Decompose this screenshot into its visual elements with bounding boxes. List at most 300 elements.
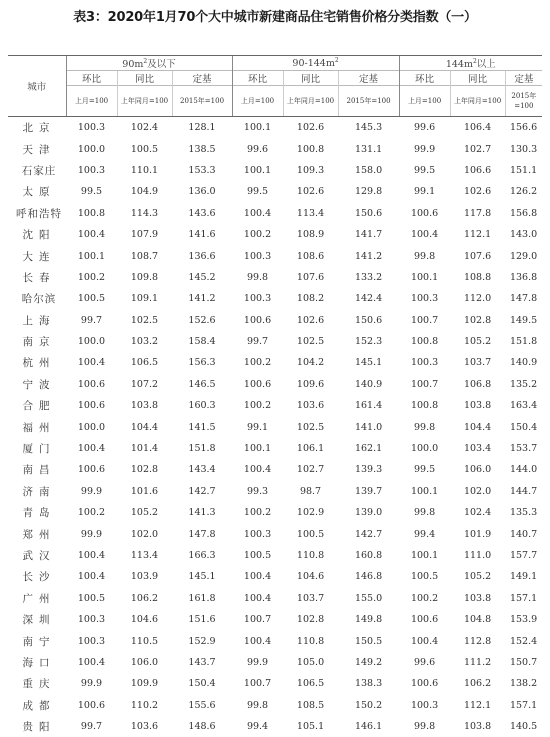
sub-header-mom: 环比 (232, 71, 283, 86)
base-label-2015: 2015年=100 (172, 86, 232, 117)
table-row (8, 481, 542, 502)
value-cell-yoy-90-144: 102.7 (283, 459, 338, 480)
value-cell-yoy-90-below: 104.6 (117, 609, 172, 630)
sub-header-yoy: 同比 (117, 71, 172, 86)
value-cell-mom-90-below: 100.4 (66, 438, 117, 459)
value-cell-mom-90-144: 100.1 (232, 438, 283, 459)
table-row (8, 331, 542, 352)
table-row (8, 523, 542, 544)
value-cell-mom-90-144: 100.3 (232, 523, 283, 544)
value-cell-mom-90-below: 100.6 (66, 695, 117, 716)
table-title: 表3：2020年1月70个大中城市新建商品住宅销售价格分类指数（一） (0, 0, 550, 36)
table-row (8, 117, 542, 139)
value-cell-base-144-above: 157.1 (505, 695, 542, 716)
value-cell-yoy-144-above: 103.8 (450, 395, 505, 416)
value-cell-mom-144-above: 100.0 (399, 438, 450, 459)
city-cell: 青岛 (8, 502, 66, 523)
value-cell-yoy-90-144: 105.1 (283, 716, 338, 737)
value-cell-base-90-144: 129.8 (338, 181, 399, 202)
sub-header-base: 定基 (172, 71, 232, 86)
value-cell-mom-90-144: 100.7 (232, 609, 283, 630)
value-cell-base-144-above: 135.2 (505, 374, 542, 395)
value-cell-mom-144-above: 99.1 (399, 181, 450, 202)
value-cell-mom-90-144: 99.8 (232, 267, 283, 288)
base-label-2015: 2015年=100 (505, 86, 542, 117)
value-cell-yoy-90-below: 102.8 (117, 459, 172, 480)
value-cell-mom-144-above: 100.3 (399, 695, 450, 716)
value-cell-mom-90-below: 100.4 (66, 224, 117, 245)
value-cell-mom-90-144: 99.4 (232, 716, 283, 737)
table-row (8, 203, 542, 224)
value-cell-base-90-below: 166.3 (172, 545, 232, 566)
value-cell-base-90-below: 147.8 (172, 523, 232, 544)
value-cell-yoy-90-144: 104.2 (283, 352, 338, 373)
value-cell-mom-90-144: 99.7 (232, 331, 283, 352)
table-row (8, 716, 542, 737)
value-cell-yoy-90-below: 107.9 (117, 224, 172, 245)
value-cell-mom-90-144: 100.4 (232, 630, 283, 651)
value-cell-base-90-144: 133.2 (338, 267, 399, 288)
value-cell-mom-90-below: 99.5 (66, 181, 117, 202)
city-cell: 成都 (8, 695, 66, 716)
value-cell-mom-144-above: 100.2 (399, 588, 450, 609)
value-cell-yoy-90-below: 102.4 (117, 117, 172, 139)
value-cell-base-144-above: 129.0 (505, 245, 542, 266)
value-cell-yoy-90-144: 110.8 (283, 630, 338, 651)
value-cell-mom-144-above: 100.1 (399, 545, 450, 566)
value-cell-yoy-144-above: 106.0 (450, 459, 505, 480)
value-cell-base-144-above: 149.5 (505, 310, 542, 331)
city-cell: 北京 (8, 117, 66, 139)
table-row (8, 352, 542, 373)
value-cell-base-144-above: 144.0 (505, 459, 542, 480)
value-cell-yoy-144-above: 112.0 (450, 288, 505, 309)
value-cell-yoy-90-144: 103.7 (283, 588, 338, 609)
value-cell-mom-90-below: 100.4 (66, 566, 117, 587)
value-cell-yoy-90-below: 106.5 (117, 352, 172, 373)
value-cell-base-144-above: 152.4 (505, 630, 542, 651)
value-cell-base-90-144: 140.9 (338, 374, 399, 395)
value-cell-base-90-below: 148.6 (172, 716, 232, 737)
value-cell-base-90-144: 139.0 (338, 502, 399, 523)
value-cell-mom-144-above: 99.9 (399, 138, 450, 159)
value-cell-yoy-144-above: 103.4 (450, 438, 505, 459)
value-cell-yoy-90-144: 105.0 (283, 652, 338, 673)
value-cell-base-144-above: 130.3 (505, 138, 542, 159)
value-cell-base-90-below: 141.6 (172, 224, 232, 245)
value-cell-yoy-144-above: 108.8 (450, 267, 505, 288)
value-cell-mom-144-above: 99.5 (399, 459, 450, 480)
value-cell-base-144-above: 143.0 (505, 224, 542, 245)
value-cell-yoy-144-above: 111.0 (450, 545, 505, 566)
value-cell-base-90-below: 158.4 (172, 331, 232, 352)
value-cell-mom-90-below: 100.4 (66, 352, 117, 373)
value-cell-yoy-144-above: 103.8 (450, 588, 505, 609)
value-cell-yoy-144-above: 105.2 (450, 566, 505, 587)
value-cell-base-90-144: 149.8 (338, 609, 399, 630)
value-cell-base-90-144: 145.1 (338, 352, 399, 373)
group-header-90-below: $90m^2$及以下 (66, 56, 232, 71)
value-cell-base-90-144: 141.2 (338, 245, 399, 266)
value-cell-mom-144-above: 99.6 (399, 652, 450, 673)
city-cell: 广州 (8, 588, 66, 609)
value-cell-mom-90-144: 99.9 (232, 652, 283, 673)
value-cell-mom-90-below: 100.6 (66, 395, 117, 416)
value-cell-mom-90-below: 100.3 (66, 117, 117, 139)
value-cell-mom-144-above: 99.8 (399, 716, 450, 737)
value-cell-mom-90-below: 99.7 (66, 716, 117, 737)
value-cell-base-90-144: 141.7 (338, 224, 399, 245)
value-cell-yoy-90-144: 100.5 (283, 523, 338, 544)
value-cell-base-90-below: 142.7 (172, 481, 232, 502)
value-cell-mom-144-above: 99.8 (399, 502, 450, 523)
value-cell-mom-90-below: 100.3 (66, 609, 117, 630)
value-cell-yoy-90-144: 106.5 (283, 673, 338, 694)
value-cell-mom-144-above: 100.1 (399, 481, 450, 502)
city-cell: 上海 (8, 310, 66, 331)
value-cell-mom-144-above: 100.6 (399, 609, 450, 630)
city-cell: 深圳 (8, 609, 66, 630)
value-cell-mom-90-below: 100.0 (66, 138, 117, 159)
value-cell-mom-90-144: 100.4 (232, 566, 283, 587)
value-cell-yoy-144-above: 102.6 (450, 181, 505, 202)
value-cell-base-90-144: 142.4 (338, 288, 399, 309)
value-cell-base-144-above: 126.2 (505, 181, 542, 202)
value-cell-base-90-below: 128.1 (172, 117, 232, 139)
table-row (8, 609, 542, 630)
city-cell: 宁波 (8, 374, 66, 395)
city-cell: 太原 (8, 181, 66, 202)
base-label-2015: 2015年=100 (338, 86, 399, 117)
sub-header-mom: 环比 (399, 71, 450, 86)
value-cell-yoy-90-144: 108.9 (283, 224, 338, 245)
value-cell-yoy-144-above: 111.2 (450, 652, 505, 673)
city-cell: 长春 (8, 267, 66, 288)
city-cell: 天津 (8, 138, 66, 159)
value-cell-base-90-144: 155.0 (338, 588, 399, 609)
value-cell-yoy-144-above: 112.1 (450, 695, 505, 716)
value-cell-mom-144-above: 99.5 (399, 160, 450, 181)
value-cell-mom-90-below: 100.4 (66, 652, 117, 673)
value-cell-yoy-90-144: 100.8 (283, 138, 338, 159)
base-label-yoy: 上年同月=100 (450, 86, 505, 117)
value-cell-yoy-90-below: 102.0 (117, 523, 172, 544)
value-cell-base-90-below: 136.0 (172, 181, 232, 202)
value-cell-yoy-90-144: 102.5 (283, 416, 338, 437)
value-cell-base-90-144: 146.1 (338, 716, 399, 737)
value-cell-mom-90-144: 100.4 (232, 588, 283, 609)
value-cell-base-144-above: 151.8 (505, 331, 542, 352)
value-cell-yoy-90-below: 106.0 (117, 652, 172, 673)
value-cell-base-90-144: 162.1 (338, 438, 399, 459)
value-cell-yoy-90-below: 110.1 (117, 160, 172, 181)
value-cell-yoy-90-144: 102.8 (283, 609, 338, 630)
city-cell: 合肥 (8, 395, 66, 416)
value-cell-base-90-below: 151.8 (172, 438, 232, 459)
value-cell-base-90-below: 152.9 (172, 630, 232, 651)
city-cell: 济南 (8, 481, 66, 502)
value-cell-yoy-90-144: 106.1 (283, 438, 338, 459)
sub-header-base: 定基 (505, 71, 542, 86)
city-cell: 厦门 (8, 438, 66, 459)
city-cell: 长沙 (8, 566, 66, 587)
value-cell-base-144-above: 140.9 (505, 352, 542, 373)
value-cell-yoy-144-above: 106.4 (450, 117, 505, 139)
value-cell-yoy-90-below: 109.8 (117, 267, 172, 288)
value-cell-base-144-above: 140.5 (505, 716, 542, 737)
value-cell-mom-144-above: 100.1 (399, 267, 450, 288)
value-cell-yoy-144-above: 104.4 (450, 416, 505, 437)
value-cell-yoy-144-above: 105.2 (450, 331, 505, 352)
value-cell-mom-90-144: 100.2 (232, 502, 283, 523)
value-cell-base-144-above: 156.8 (505, 203, 542, 224)
value-cell-base-90-below: 153.3 (172, 160, 232, 181)
value-cell-yoy-90-below: 101.6 (117, 481, 172, 502)
value-cell-base-90-144: 145.3 (338, 117, 399, 139)
city-cell: 南京 (8, 331, 66, 352)
value-cell-base-144-above: 153.9 (505, 609, 542, 630)
value-cell-yoy-90-144: 102.6 (283, 117, 338, 139)
table-row (8, 160, 542, 181)
value-cell-mom-90-144: 100.2 (232, 395, 283, 416)
value-cell-mom-90-below: 99.9 (66, 481, 117, 502)
table-row (8, 288, 542, 309)
value-cell-yoy-144-above: 117.8 (450, 203, 505, 224)
value-cell-yoy-90-144: 102.5 (283, 331, 338, 352)
value-cell-base-90-144: 160.8 (338, 545, 399, 566)
value-cell-base-144-above: 135.3 (505, 502, 542, 523)
value-cell-base-90-144: 138.3 (338, 673, 399, 694)
value-cell-yoy-90-144: 108.2 (283, 288, 338, 309)
value-cell-base-90-below: 141.5 (172, 416, 232, 437)
value-cell-mom-90-144: 99.3 (232, 481, 283, 502)
base-label-mom: 上月=100 (399, 86, 450, 117)
table-row (8, 438, 542, 459)
base-label-yoy: 上年同月=100 (283, 86, 338, 117)
value-cell-yoy-90-below: 109.9 (117, 673, 172, 694)
value-cell-mom-90-144: 100.4 (232, 459, 283, 480)
value-cell-mom-90-below: 100.8 (66, 203, 117, 224)
value-cell-mom-144-above: 99.6 (399, 117, 450, 139)
value-cell-yoy-90-below: 103.2 (117, 331, 172, 352)
value-cell-base-90-144: 141.0 (338, 416, 399, 437)
city-cell: 重庆 (8, 673, 66, 694)
city-cell: 福州 (8, 416, 66, 437)
city-cell: 郑州 (8, 523, 66, 544)
sub-header-base: 定基 (338, 71, 399, 86)
sub-header-yoy: 同比 (283, 71, 338, 86)
value-cell-yoy-144-above: 112.1 (450, 224, 505, 245)
value-cell-mom-90-144: 99.8 (232, 695, 283, 716)
value-cell-mom-144-above: 100.6 (399, 203, 450, 224)
price-index-table (8, 55, 542, 737)
value-cell-mom-90-144: 99.1 (232, 416, 283, 437)
value-cell-base-90-below: 150.4 (172, 673, 232, 694)
value-cell-mom-90-144: 100.3 (232, 288, 283, 309)
value-cell-mom-90-144: 100.2 (232, 224, 283, 245)
value-cell-yoy-144-above: 102.4 (450, 502, 505, 523)
value-cell-yoy-90-144: 107.6 (283, 267, 338, 288)
value-cell-yoy-90-below: 101.4 (117, 438, 172, 459)
value-cell-base-144-above: 156.6 (505, 117, 542, 139)
value-cell-base-90-below: 141.3 (172, 502, 232, 523)
value-cell-base-144-above: 144.7 (505, 481, 542, 502)
group-header-90-144: $90-144m^2$ (232, 56, 399, 71)
value-cell-yoy-90-below: 104.9 (117, 181, 172, 202)
value-cell-yoy-90-below: 113.4 (117, 545, 172, 566)
value-cell-yoy-90-below: 100.5 (117, 138, 172, 159)
value-cell-yoy-90-below: 114.3 (117, 203, 172, 224)
value-cell-mom-144-above: 100.7 (399, 374, 450, 395)
value-cell-mom-144-above: 99.4 (399, 523, 450, 544)
value-cell-mom-144-above: 100.3 (399, 352, 450, 373)
value-cell-base-90-144: 149.2 (338, 652, 399, 673)
value-cell-base-90-144: 152.3 (338, 331, 399, 352)
value-cell-yoy-144-above: 106.2 (450, 673, 505, 694)
value-cell-yoy-90-below: 103.8 (117, 395, 172, 416)
city-cell: 沈阳 (8, 224, 66, 245)
value-cell-base-90-below: 151.6 (172, 609, 232, 630)
table-row (8, 545, 542, 566)
value-cell-base-144-above: 157.1 (505, 588, 542, 609)
table-row (8, 502, 542, 523)
value-cell-mom-90-below: 100.4 (66, 545, 117, 566)
value-cell-mom-90-144: 100.4 (232, 203, 283, 224)
city-cell: 贵阳 (8, 716, 66, 737)
group-header-144-above: $144m^2$以上 (399, 56, 542, 71)
value-cell-mom-90-144: 100.3 (232, 245, 283, 266)
value-cell-mom-90-below: 100.0 (66, 331, 117, 352)
value-cell-mom-90-below: 100.6 (66, 459, 117, 480)
table-row (8, 395, 542, 416)
value-cell-base-144-above: 163.4 (505, 395, 542, 416)
value-cell-mom-90-below: 99.9 (66, 673, 117, 694)
value-cell-mom-144-above: 100.4 (399, 224, 450, 245)
value-cell-mom-90-below: 100.3 (66, 160, 117, 181)
value-cell-base-90-144: 150.6 (338, 310, 399, 331)
value-cell-yoy-90-144: 110.8 (283, 545, 338, 566)
value-cell-yoy-90-144: 98.7 (283, 481, 338, 502)
value-cell-mom-90-144: 100.6 (232, 374, 283, 395)
value-cell-yoy-90-144: 113.4 (283, 203, 338, 224)
value-cell-yoy-90-below: 108.7 (117, 245, 172, 266)
city-cell: 南昌 (8, 459, 66, 480)
value-cell-base-90-below: 143.7 (172, 652, 232, 673)
value-cell-yoy-144-above: 102.0 (450, 481, 505, 502)
value-cell-mom-90-144: 100.6 (232, 310, 283, 331)
value-cell-mom-144-above: 100.5 (399, 566, 450, 587)
table-row (8, 416, 542, 437)
value-cell-base-144-above: 150.4 (505, 416, 542, 437)
value-cell-yoy-144-above: 107.6 (450, 245, 505, 266)
table-row (8, 310, 542, 331)
value-cell-yoy-144-above: 104.8 (450, 609, 505, 630)
base-label-mom: 上月=100 (66, 86, 117, 117)
value-cell-base-90-144: 150.6 (338, 203, 399, 224)
sub-header-yoy: 同比 (450, 71, 505, 86)
value-cell-base-90-144: 139.3 (338, 459, 399, 480)
table-row (8, 224, 542, 245)
value-cell-yoy-144-above: 102.8 (450, 310, 505, 331)
city-cell: 石家庄 (8, 160, 66, 181)
city-cell: 呼和浩特 (8, 203, 66, 224)
value-cell-base-90-below: 156.3 (172, 352, 232, 373)
value-cell-yoy-144-above: 101.9 (450, 523, 505, 544)
value-cell-mom-90-below: 99.7 (66, 310, 117, 331)
value-cell-yoy-90-144: 109.6 (283, 374, 338, 395)
value-cell-yoy-144-above: 102.7 (450, 138, 505, 159)
sub-header-mom: 环比 (66, 71, 117, 86)
value-cell-mom-144-above: 99.8 (399, 245, 450, 266)
value-cell-base-90-144: 150.5 (338, 630, 399, 651)
value-cell-base-90-below: 146.5 (172, 374, 232, 395)
city-cell: 大连 (8, 245, 66, 266)
value-cell-yoy-90-below: 105.2 (117, 502, 172, 523)
table-row (8, 267, 542, 288)
table-row (8, 630, 542, 651)
table-row (8, 138, 542, 159)
value-cell-base-90-below: 143.4 (172, 459, 232, 480)
table-row (8, 459, 542, 480)
value-cell-yoy-90-below: 109.1 (117, 288, 172, 309)
value-cell-base-144-above: 153.7 (505, 438, 542, 459)
city-column-header: 城市 (8, 56, 66, 117)
value-cell-base-90-144: 139.7 (338, 481, 399, 502)
base-label-mom: 上月=100 (232, 86, 283, 117)
base-header-row (8, 86, 542, 117)
city-cell: 武汉 (8, 545, 66, 566)
value-cell-mom-144-above: 99.8 (399, 416, 450, 437)
table-row (8, 652, 542, 673)
value-cell-mom-90-below: 100.5 (66, 288, 117, 309)
value-cell-mom-90-below: 99.9 (66, 523, 117, 544)
value-cell-base-90-below: 141.2 (172, 288, 232, 309)
value-cell-mom-144-above: 100.6 (399, 673, 450, 694)
value-cell-base-90-below: 138.5 (172, 138, 232, 159)
value-cell-mom-90-144: 100.2 (232, 352, 283, 373)
table-body (8, 117, 542, 737)
value-cell-yoy-90-below: 104.4 (117, 416, 172, 437)
value-cell-base-144-above: 150.7 (505, 652, 542, 673)
value-cell-base-90-144: 161.4 (338, 395, 399, 416)
value-cell-yoy-144-above: 112.8 (450, 630, 505, 651)
value-cell-yoy-144-above: 106.6 (450, 160, 505, 181)
value-cell-mom-90-below: 100.2 (66, 267, 117, 288)
table-row (8, 588, 542, 609)
sub-header-row (8, 71, 542, 86)
value-cell-mom-144-above: 100.4 (399, 630, 450, 651)
value-cell-yoy-144-above: 103.7 (450, 352, 505, 373)
value-cell-mom-90-144: 100.1 (232, 117, 283, 139)
value-cell-base-90-below: 161.8 (172, 588, 232, 609)
city-cell: 哈尔滨 (8, 288, 66, 309)
value-cell-yoy-90-144: 108.6 (283, 245, 338, 266)
value-cell-yoy-90-below: 103.9 (117, 566, 172, 587)
value-cell-yoy-90-144: 109.3 (283, 160, 338, 181)
value-cell-base-90-144: 142.7 (338, 523, 399, 544)
value-cell-base-90-below: 145.1 (172, 566, 232, 587)
table-row (8, 374, 542, 395)
city-cell: 杭州 (8, 352, 66, 373)
value-cell-yoy-144-above: 106.8 (450, 374, 505, 395)
value-cell-base-90-below: 160.3 (172, 395, 232, 416)
value-cell-mom-90-144: 99.6 (232, 138, 283, 159)
value-cell-yoy-90-below: 102.5 (117, 310, 172, 331)
value-cell-yoy-90-below: 106.2 (117, 588, 172, 609)
value-cell-base-90-below: 155.6 (172, 695, 232, 716)
value-cell-mom-90-144: 100.1 (232, 160, 283, 181)
value-cell-yoy-90-below: 103.6 (117, 716, 172, 737)
